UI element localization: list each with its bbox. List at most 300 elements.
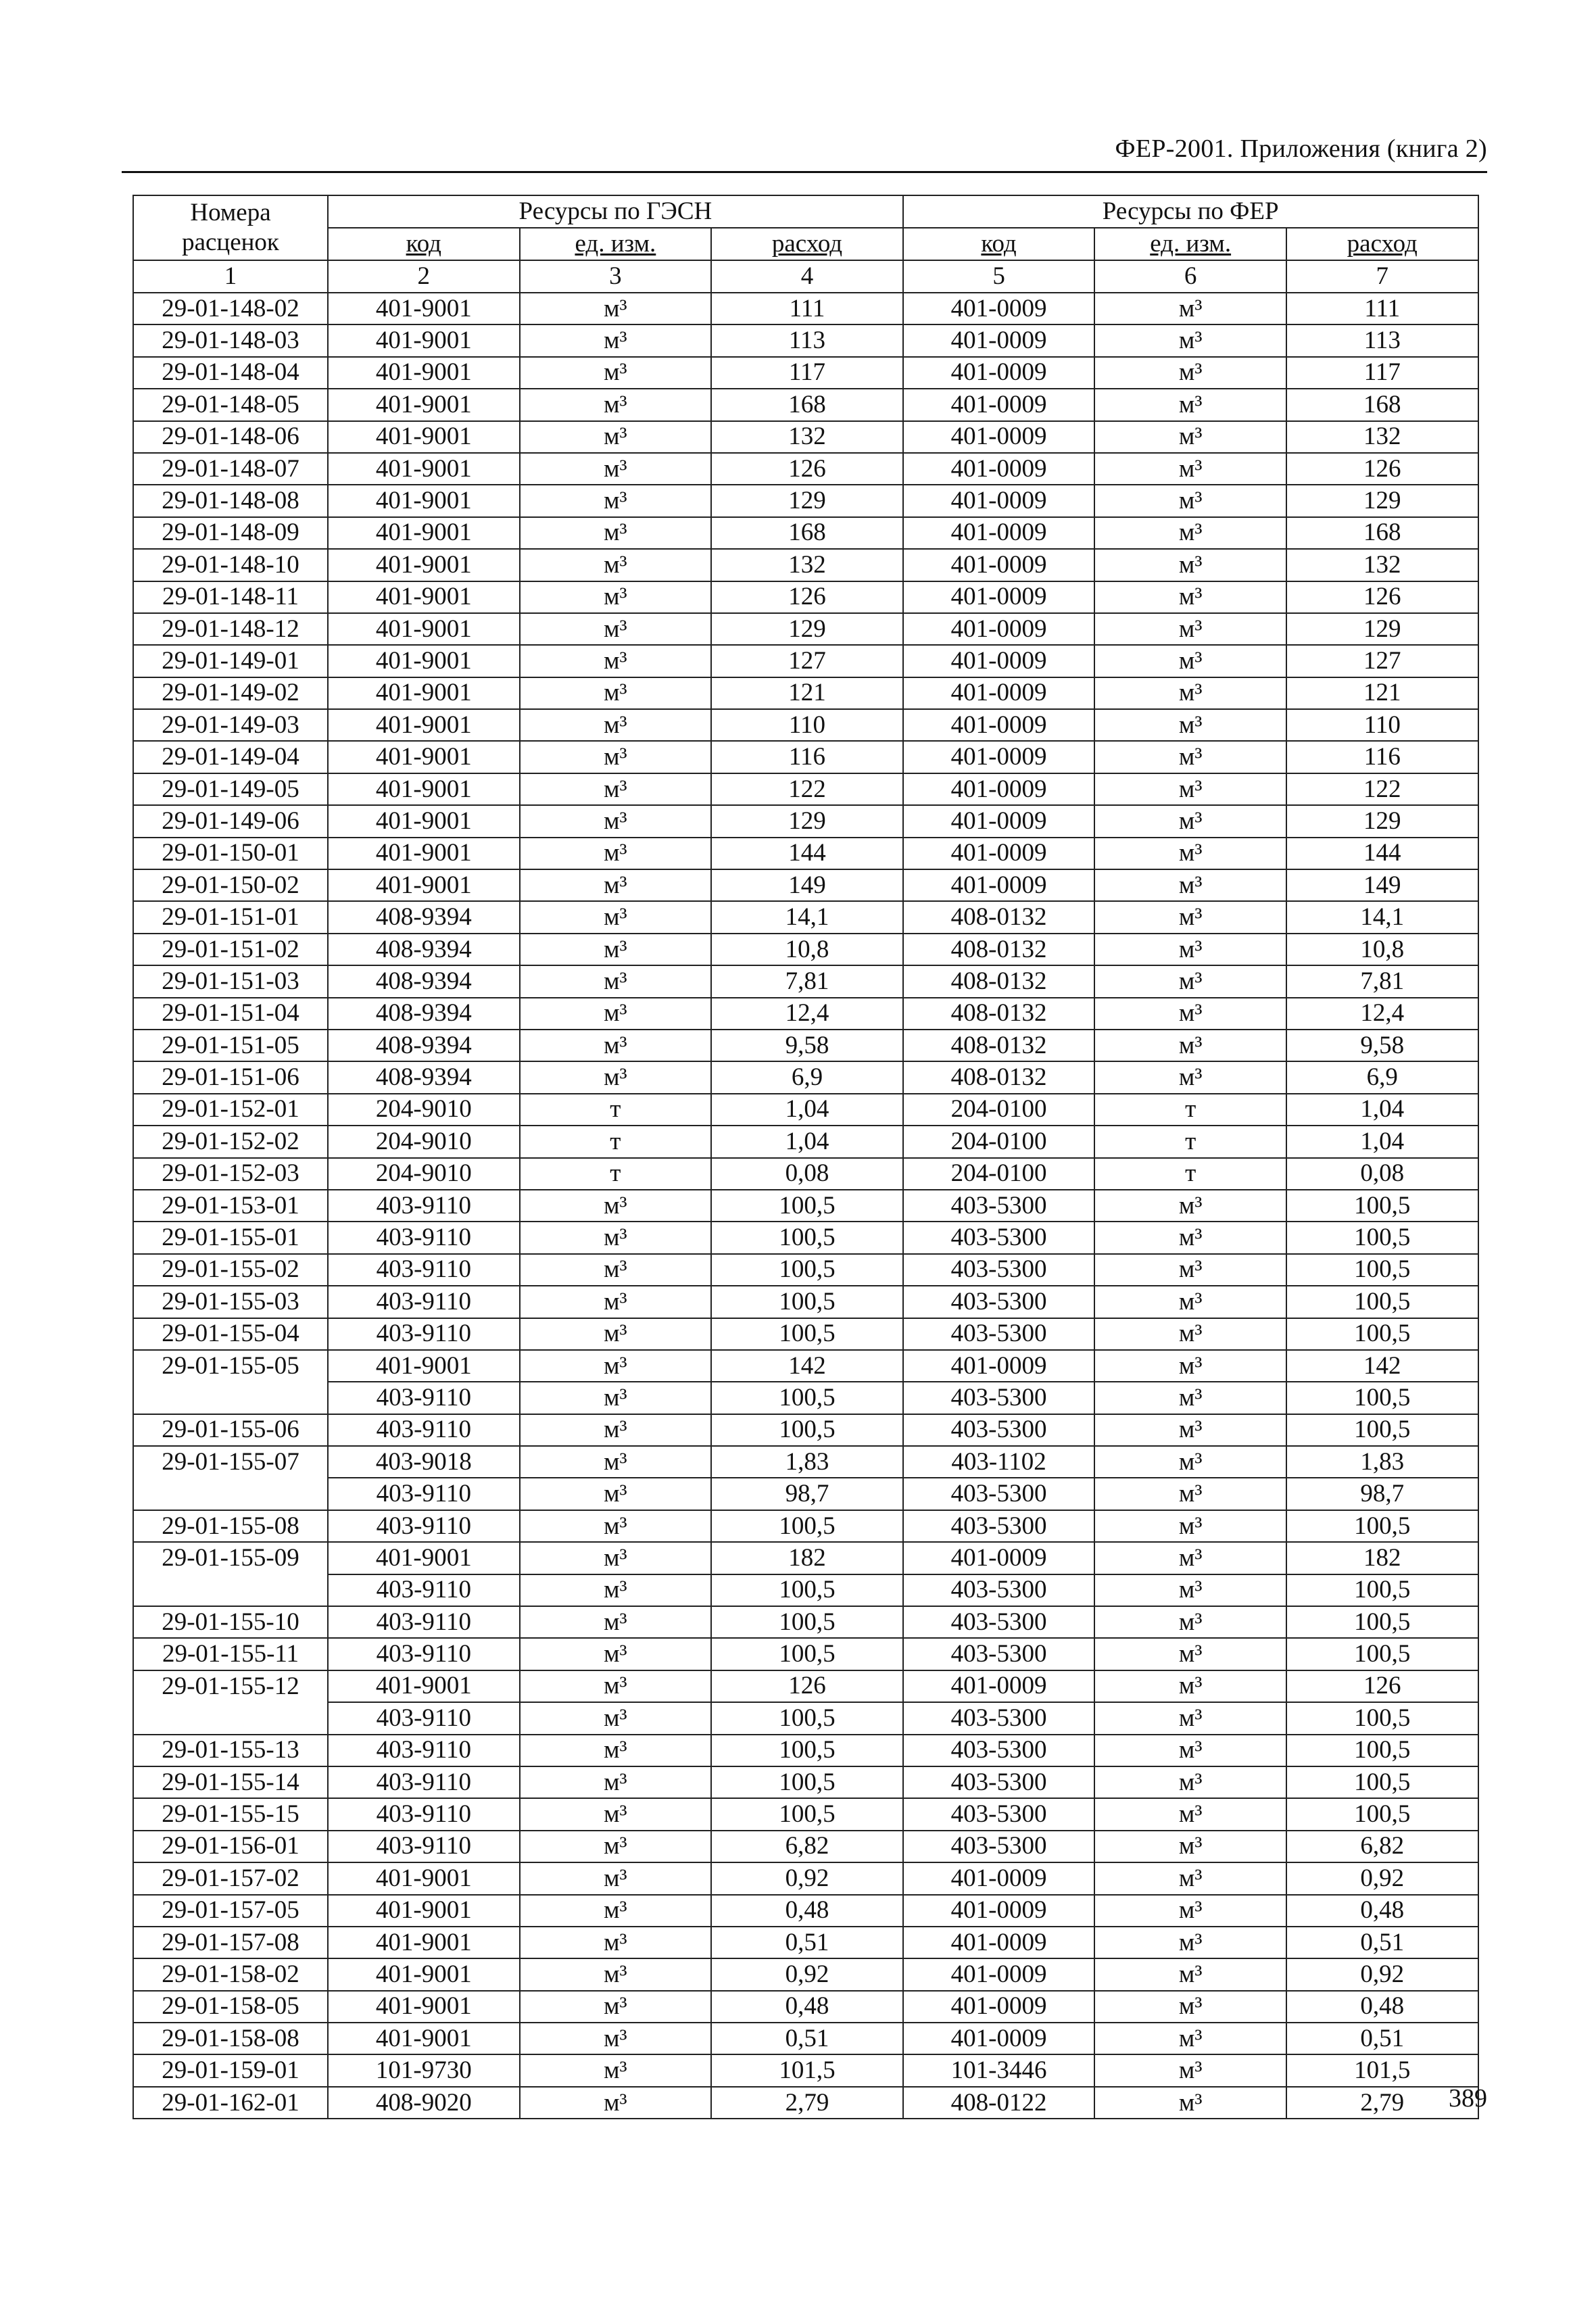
gesn-code-cell: 401-9001 — [328, 838, 520, 869]
gesn-consumption-cell: 0,51 — [711, 2023, 903, 2054]
gesn-code-cell: 401-9001 — [328, 1927, 520, 1958]
gesn-unit-cell: м³ — [520, 1670, 712, 1702]
gesn-consumption-cell: 100,5 — [711, 1190, 903, 1222]
fer-code-cell: 401-0009 — [903, 1958, 1095, 1990]
table-row — [133, 645, 1478, 677]
fer-code-cell: 101-3446 — [903, 2054, 1095, 2086]
fer-unit-cell: м³ — [1094, 324, 1286, 356]
rate-number-cell: 29-01-151-03 — [133, 965, 328, 997]
table-row — [133, 453, 1478, 485]
fer-consumption-cell: 132 — [1286, 549, 1478, 581]
fer-code-cell: 408-0122 — [903, 2087, 1095, 2119]
table-row — [133, 1222, 1478, 1253]
table-row — [133, 485, 1478, 516]
rate-number-cell: 29-01-149-05 — [133, 773, 328, 805]
gesn-unit-cell: м³ — [520, 1318, 712, 1350]
gesn-unit-cell: м³ — [520, 1414, 712, 1446]
gesn-code-cell: 403-9110 — [328, 1318, 520, 1350]
column-number: 6 — [1094, 260, 1286, 293]
rate-number-cell: 29-01-152-02 — [133, 1126, 328, 1157]
fer-unit-cell: м³ — [1094, 934, 1286, 965]
gesn-code-cell: 204-9010 — [328, 1158, 520, 1190]
fer-consumption-cell: 121 — [1286, 677, 1478, 709]
gesn-consumption-cell: 126 — [711, 1670, 903, 1702]
rate-number-cell: 29-01-158-02 — [133, 1958, 328, 1990]
fer-unit-cell: м³ — [1094, 838, 1286, 869]
gesn-consumption-cell: 100,5 — [711, 1735, 903, 1766]
fer-unit-cell: м³ — [1094, 1574, 1286, 1606]
fer-unit-cell: м³ — [1094, 869, 1286, 901]
resources-table — [132, 195, 1479, 2119]
fer-consumption-cell: 0,51 — [1286, 2023, 1478, 2054]
rate-number-cell: 29-01-162-01 — [133, 2087, 328, 2119]
fer-unit-cell: м³ — [1094, 1927, 1286, 1958]
fer-consumption-cell: 100,5 — [1286, 1574, 1478, 1606]
gesn-unit-cell: м³ — [520, 1190, 712, 1222]
fer-code-cell: 403-5300 — [903, 1510, 1095, 1542]
fer-consumption-cell: 100,5 — [1286, 1766, 1478, 1798]
fer-code-cell: 403-5300 — [903, 1318, 1095, 1350]
gesn-unit-cell: м³ — [520, 1286, 712, 1318]
fer-unit-cell: м³ — [1094, 901, 1286, 933]
fer-consumption-cell: 100,5 — [1286, 1510, 1478, 1542]
fer-code-cell: 408-0132 — [903, 934, 1095, 965]
fer-consumption-cell: 0,92 — [1286, 1862, 1478, 1894]
fer-unit-cell: м³ — [1094, 709, 1286, 741]
gesn-unit-cell: м³ — [520, 998, 712, 1030]
gesn-unit-cell: м³ — [520, 324, 712, 356]
fer-consumption-cell: 100,5 — [1286, 1222, 1478, 1253]
fer-unit-cell: м³ — [1094, 741, 1286, 773]
table-row — [133, 1254, 1478, 1286]
gesn-code-cell: 403-9110 — [328, 1606, 520, 1638]
gesn-unit-cell: м³ — [520, 1831, 712, 1862]
gesn-code-cell: 401-9001 — [328, 741, 520, 773]
rate-number-cell: 29-01-155-11 — [133, 1638, 328, 1670]
fer-consumption-cell: 168 — [1286, 517, 1478, 549]
gesn-unit-cell: м³ — [520, 773, 712, 805]
rate-number-cell: 29-01-155-02 — [133, 1254, 328, 1286]
fer-code-cell: 401-0009 — [903, 357, 1095, 389]
gesn-consumption-cell: 12,4 — [711, 998, 903, 1030]
gesn-code-cell: 101-9730 — [328, 2054, 520, 2086]
table-row — [133, 998, 1478, 1030]
gesn-code-cell: 403-9110 — [328, 1222, 520, 1253]
fer-consumption-cell: 129 — [1286, 485, 1478, 516]
table-row — [133, 1030, 1478, 1061]
gesn-code-cell: 408-9394 — [328, 934, 520, 965]
gesn-code-cell: 204-9010 — [328, 1094, 520, 1126]
fer-code-cell: 403-5300 — [903, 1766, 1095, 1798]
gesn-consumption-cell: 100,5 — [711, 1382, 903, 1414]
table-row — [133, 2087, 1478, 2119]
gesn-code-cell: 401-9001 — [328, 293, 520, 324]
fer-unit-cell: м³ — [1094, 1382, 1286, 1414]
gesn-unit-cell: м³ — [520, 2087, 712, 2119]
fer-consumption-cell: 129 — [1286, 613, 1478, 645]
rate-number-cell — [133, 1702, 328, 1734]
gesn-code-cell: 408-9394 — [328, 998, 520, 1030]
table-row — [133, 709, 1478, 741]
fer-code-cell: 403-5300 — [903, 1606, 1095, 1638]
table-row — [133, 1735, 1478, 1766]
gesn-unit-cell: м³ — [520, 901, 712, 933]
fer-code-cell: 401-0009 — [903, 2023, 1095, 2054]
column-number: 4 — [711, 260, 903, 293]
gesn-code-cell: 401-9001 — [328, 1862, 520, 1894]
gesn-unit-cell: м³ — [520, 1862, 712, 1894]
fer-consumption-cell: 100,5 — [1286, 1638, 1478, 1670]
fer-consumption-cell: 126 — [1286, 1670, 1478, 1702]
gesn-consumption-cell: 0,92 — [711, 1862, 903, 1894]
table-row — [133, 1061, 1478, 1093]
rate-number-cell — [133, 1478, 328, 1510]
gesn-consumption-cell: 0,48 — [711, 1991, 903, 2023]
fer-consumption-cell: 110 — [1286, 709, 1478, 741]
gesn-unit-cell: м³ — [520, 517, 712, 549]
fer-code-cell: 401-0009 — [903, 1895, 1095, 1927]
rate-number-cell: 29-01-158-05 — [133, 1991, 328, 2023]
gesn-code-cell: 401-9001 — [328, 709, 520, 741]
fer-code-cell: 401-0009 — [903, 838, 1095, 869]
gesn-unit-cell: м³ — [520, 293, 712, 324]
table-row — [133, 773, 1478, 805]
gesn-consumption-cell: 100,5 — [711, 1574, 903, 1606]
fer-code-cell: 401-0009 — [903, 645, 1095, 677]
gesn-code-cell: 401-9001 — [328, 2023, 520, 2054]
rate-number-cell: 29-01-155-07 — [133, 1446, 328, 1478]
table-row — [133, 1862, 1478, 1894]
table-row — [133, 1478, 1478, 1510]
gesn-unit-cell: м³ — [520, 357, 712, 389]
gesn-consumption-cell: 98,7 — [711, 1478, 903, 1510]
fer-unit-cell: м³ — [1094, 1831, 1286, 1862]
gesn-consumption-cell: 100,5 — [711, 1414, 903, 1446]
gesn-code-cell: 401-9001 — [328, 485, 520, 516]
gesn-code-cell: 401-9001 — [328, 1542, 520, 1574]
gesn-code-cell: 401-9001 — [328, 1350, 520, 1382]
gesn-code-cell: 403-9110 — [328, 1735, 520, 1766]
header-fer-resources: Ресурсы по ФЕР — [903, 195, 1478, 228]
gesn-consumption-cell: 1,04 — [711, 1094, 903, 1126]
fer-code-cell: 401-0009 — [903, 517, 1095, 549]
table-row — [133, 581, 1478, 613]
rate-number-cell: 29-01-149-02 — [133, 677, 328, 709]
gesn-unit-cell: т — [520, 1094, 712, 1126]
header-fer-consumption: расход — [1286, 228, 1478, 260]
gesn-unit-cell: м³ — [520, 1991, 712, 2023]
table-row — [133, 613, 1478, 645]
fer-unit-cell: м³ — [1094, 1190, 1286, 1222]
fer-unit-cell: м³ — [1094, 485, 1286, 516]
rate-number-cell: 29-01-156-01 — [133, 1831, 328, 1862]
table-row — [133, 2054, 1478, 2086]
gesn-unit-cell: м³ — [520, 1030, 712, 1061]
fer-unit-cell: м³ — [1094, 1222, 1286, 1253]
table-row — [133, 2023, 1478, 2054]
fer-consumption-cell: 129 — [1286, 805, 1478, 837]
gesn-code-cell: 408-9394 — [328, 1030, 520, 1061]
table-row — [133, 1798, 1478, 1830]
table-row — [133, 1606, 1478, 1638]
fer-consumption-cell: 1,04 — [1286, 1094, 1478, 1126]
fer-consumption-cell: 144 — [1286, 838, 1478, 869]
gesn-code-cell: 408-9020 — [328, 2087, 520, 2119]
gesn-consumption-cell: 0,08 — [711, 1158, 903, 1190]
fer-code-cell: 403-5300 — [903, 1478, 1095, 1510]
fer-unit-cell: м³ — [1094, 1735, 1286, 1766]
rate-number-cell: 29-01-153-01 — [133, 1190, 328, 1222]
gesn-consumption-cell: 1,83 — [711, 1446, 903, 1478]
rate-number-cell: 29-01-151-05 — [133, 1030, 328, 1061]
fer-consumption-cell: 100,5 — [1286, 1286, 1478, 1318]
fer-code-cell: 401-0009 — [903, 453, 1095, 485]
fer-unit-cell: м³ — [1094, 1318, 1286, 1350]
fer-code-cell: 401-0009 — [903, 805, 1095, 837]
fer-code-cell: 401-0009 — [903, 421, 1095, 453]
gesn-unit-cell: м³ — [520, 485, 712, 516]
gesn-unit-cell: м³ — [520, 2054, 712, 2086]
gesn-unit-cell: м³ — [520, 1222, 712, 1253]
fer-unit-cell: м³ — [1094, 1702, 1286, 1734]
gesn-consumption-cell: 144 — [711, 838, 903, 869]
fer-code-cell: 408-0132 — [903, 1030, 1095, 1061]
gesn-unit-cell: м³ — [520, 549, 712, 581]
gesn-unit-cell: м³ — [520, 1958, 712, 1990]
header-fer-unit: ед. изм. — [1094, 228, 1286, 260]
gesn-unit-cell: м³ — [520, 838, 712, 869]
rate-number-cell: 29-01-155-01 — [133, 1222, 328, 1253]
rate-number-cell: 29-01-155-12 — [133, 1670, 328, 1702]
fer-code-cell: 408-0132 — [903, 998, 1095, 1030]
fer-unit-cell: м³ — [1094, 517, 1286, 549]
fer-unit-cell: м³ — [1094, 1991, 1286, 2023]
fer-consumption-cell: 168 — [1286, 389, 1478, 420]
rate-number-cell: 29-01-149-03 — [133, 709, 328, 741]
rate-number-cell: 29-01-155-09 — [133, 1542, 328, 1574]
fer-code-cell: 401-0009 — [903, 324, 1095, 356]
fer-consumption-cell: 100,5 — [1286, 1382, 1478, 1414]
table-row — [133, 1382, 1478, 1414]
fer-code-cell: 401-0009 — [903, 869, 1095, 901]
gesn-unit-cell: м³ — [520, 1702, 712, 1734]
header-gesn-resources: Ресурсы по ГЭСН — [328, 195, 903, 228]
gesn-code-cell: 204-9010 — [328, 1126, 520, 1157]
gesn-unit-cell: м³ — [520, 1061, 712, 1093]
fer-consumption-cell: 7,81 — [1286, 965, 1478, 997]
fer-unit-cell: м³ — [1094, 613, 1286, 645]
fer-consumption-cell: 0,48 — [1286, 1895, 1478, 1927]
gesn-code-cell: 403-9110 — [328, 1831, 520, 1862]
gesn-code-cell: 403-9110 — [328, 1254, 520, 1286]
gesn-consumption-cell: 100,5 — [711, 1222, 903, 1253]
fer-unit-cell: т — [1094, 1126, 1286, 1157]
header-row-column-numbers — [133, 260, 1478, 293]
gesn-consumption-cell: 100,5 — [711, 1510, 903, 1542]
fer-unit-cell: м³ — [1094, 1061, 1286, 1093]
column-number: 7 — [1286, 260, 1478, 293]
table-row — [133, 965, 1478, 997]
fer-code-cell: 401-0009 — [903, 1670, 1095, 1702]
gesn-unit-cell: м³ — [520, 1510, 712, 1542]
gesn-consumption-cell: 149 — [711, 869, 903, 901]
page-header: ФЕР-2001. Приложения (книга 2) — [1115, 135, 1487, 163]
table-row — [133, 1638, 1478, 1670]
fer-consumption-cell: 126 — [1286, 453, 1478, 485]
gesn-unit-cell: м³ — [520, 2023, 712, 2054]
header-gesn-code: код — [328, 228, 520, 260]
gesn-consumption-cell: 0,51 — [711, 1927, 903, 1958]
rate-number-cell: 29-01-155-08 — [133, 1510, 328, 1542]
fer-consumption-cell: 113 — [1286, 324, 1478, 356]
gesn-code-cell: 401-9001 — [328, 324, 520, 356]
gesn-consumption-cell: 101,5 — [711, 2054, 903, 2086]
gesn-code-cell: 401-9001 — [328, 773, 520, 805]
table-body — [133, 293, 1478, 2119]
rate-number-cell: 29-01-155-06 — [133, 1414, 328, 1446]
table-row — [133, 869, 1478, 901]
gesn-unit-cell: м³ — [520, 869, 712, 901]
gesn-consumption-cell: 6,9 — [711, 1061, 903, 1093]
fer-unit-cell: м³ — [1094, 1286, 1286, 1318]
gesn-code-cell: 401-9001 — [328, 421, 520, 453]
header-row-subcolumns — [133, 228, 1478, 260]
table-row — [133, 1414, 1478, 1446]
gesn-consumption-cell: 129 — [711, 805, 903, 837]
rate-number-cell: 29-01-151-04 — [133, 998, 328, 1030]
rate-number-cell: 29-01-148-06 — [133, 421, 328, 453]
fer-consumption-cell: 100,5 — [1286, 1414, 1478, 1446]
rate-number-cell: 29-01-155-13 — [133, 1735, 328, 1766]
rate-number-cell: 29-01-152-01 — [133, 1094, 328, 1126]
gesn-unit-cell: м³ — [520, 645, 712, 677]
gesn-unit-cell: м³ — [520, 581, 712, 613]
fer-code-cell: 403-1102 — [903, 1446, 1095, 1478]
fer-consumption-cell: 100,5 — [1286, 1254, 1478, 1286]
rate-number-cell: 29-01-149-01 — [133, 645, 328, 677]
fer-consumption-cell: 9,58 — [1286, 1030, 1478, 1061]
gesn-code-cell: 403-9110 — [328, 1510, 520, 1542]
column-number: 3 — [520, 260, 712, 293]
table-row — [133, 549, 1478, 581]
gesn-unit-cell: м³ — [520, 613, 712, 645]
gesn-code-cell: 401-9001 — [328, 869, 520, 901]
fer-unit-cell: м³ — [1094, 1862, 1286, 1894]
rate-number-cell: 29-01-148-02 — [133, 293, 328, 324]
fer-unit-cell: м³ — [1094, 645, 1286, 677]
fer-consumption-cell: 111 — [1286, 293, 1478, 324]
rate-number-cell: 29-01-148-09 — [133, 517, 328, 549]
rate-number-cell: 29-01-148-04 — [133, 357, 328, 389]
gesn-consumption-cell: 14,1 — [711, 901, 903, 933]
fer-code-cell: 403-5300 — [903, 1735, 1095, 1766]
gesn-unit-cell: м³ — [520, 1574, 712, 1606]
gesn-consumption-cell: 129 — [711, 485, 903, 516]
gesn-consumption-cell: 122 — [711, 773, 903, 805]
fer-consumption-cell: 100,5 — [1286, 1190, 1478, 1222]
table-row — [133, 1958, 1478, 1990]
fer-consumption-cell: 14,1 — [1286, 901, 1478, 933]
gesn-code-cell: 403-9110 — [328, 1798, 520, 1830]
rate-number-cell: 29-01-158-08 — [133, 2023, 328, 2054]
header-row-groups — [133, 195, 1478, 228]
fer-unit-cell: м³ — [1094, 1670, 1286, 1702]
gesn-consumption-cell: 127 — [711, 645, 903, 677]
table-row — [133, 421, 1478, 453]
fer-code-cell: 401-0009 — [903, 613, 1095, 645]
gesn-unit-cell: м³ — [520, 1895, 712, 1927]
fer-consumption-cell: 6,82 — [1286, 1831, 1478, 1862]
table-row — [133, 901, 1478, 933]
fer-code-cell: 408-0132 — [903, 1061, 1095, 1093]
fer-unit-cell: м³ — [1094, 2054, 1286, 2086]
header-gesn-unit: ед. изм. — [520, 228, 712, 260]
fer-consumption-cell: 126 — [1286, 581, 1478, 613]
fer-code-cell: 401-0009 — [903, 549, 1095, 581]
fer-unit-cell: т — [1094, 1158, 1286, 1190]
gesn-unit-cell: м³ — [520, 1254, 712, 1286]
rate-number-cell: 29-01-157-05 — [133, 1895, 328, 1927]
fer-unit-cell: м³ — [1094, 581, 1286, 613]
rate-number-cell: 29-01-155-14 — [133, 1766, 328, 1798]
fer-consumption-cell: 100,5 — [1286, 1318, 1478, 1350]
gesn-code-cell: 401-9001 — [328, 357, 520, 389]
fer-code-cell: 401-0009 — [903, 677, 1095, 709]
fer-code-cell: 401-0009 — [903, 389, 1095, 420]
gesn-code-cell: 403-9110 — [328, 1382, 520, 1414]
fer-code-cell: 403-5300 — [903, 1222, 1095, 1253]
gesn-unit-cell: м³ — [520, 1350, 712, 1382]
table-row — [133, 1094, 1478, 1126]
rate-number-cell: 29-01-150-01 — [133, 838, 328, 869]
gesn-consumption-cell: 129 — [711, 613, 903, 645]
fer-unit-cell: м³ — [1094, 1446, 1286, 1478]
gesn-consumption-cell: 100,5 — [711, 1286, 903, 1318]
rate-number-cell: 29-01-149-04 — [133, 741, 328, 773]
gesn-code-cell: 401-9001 — [328, 645, 520, 677]
fer-consumption-cell: 117 — [1286, 357, 1478, 389]
fer-code-cell: 401-0009 — [903, 485, 1095, 516]
gesn-consumption-cell: 0,92 — [711, 1958, 903, 1990]
rate-number-cell: 29-01-149-06 — [133, 805, 328, 837]
gesn-consumption-cell: 182 — [711, 1542, 903, 1574]
gesn-code-cell: 401-9001 — [328, 1991, 520, 2023]
fer-unit-cell: м³ — [1094, 1766, 1286, 1798]
fer-consumption-cell: 149 — [1286, 869, 1478, 901]
table-row — [133, 1542, 1478, 1574]
gesn-unit-cell: м³ — [520, 741, 712, 773]
fer-consumption-cell: 2,79 — [1286, 2087, 1478, 2119]
header-fer-code: код — [903, 228, 1095, 260]
gesn-consumption-cell: 111 — [711, 293, 903, 324]
gesn-code-cell: 403-9110 — [328, 1190, 520, 1222]
fer-code-cell: 401-0009 — [903, 1927, 1095, 1958]
table-row — [133, 1126, 1478, 1157]
fer-unit-cell: м³ — [1094, 1606, 1286, 1638]
table-header — [133, 195, 1478, 293]
fer-consumption-cell: 100,5 — [1286, 1606, 1478, 1638]
fer-unit-cell: т — [1094, 1094, 1286, 1126]
gesn-code-cell: 401-9001 — [328, 389, 520, 420]
rate-number-cell: 29-01-155-15 — [133, 1798, 328, 1830]
table-row — [133, 1702, 1478, 1734]
fer-code-cell: 401-0009 — [903, 1350, 1095, 1382]
gesn-unit-cell: м³ — [520, 453, 712, 485]
fer-code-cell: 204-0100 — [903, 1094, 1095, 1126]
rate-number-cell: 29-01-148-12 — [133, 613, 328, 645]
fer-unit-cell: м³ — [1094, 389, 1286, 420]
gesn-consumption-cell: 100,5 — [711, 1702, 903, 1734]
